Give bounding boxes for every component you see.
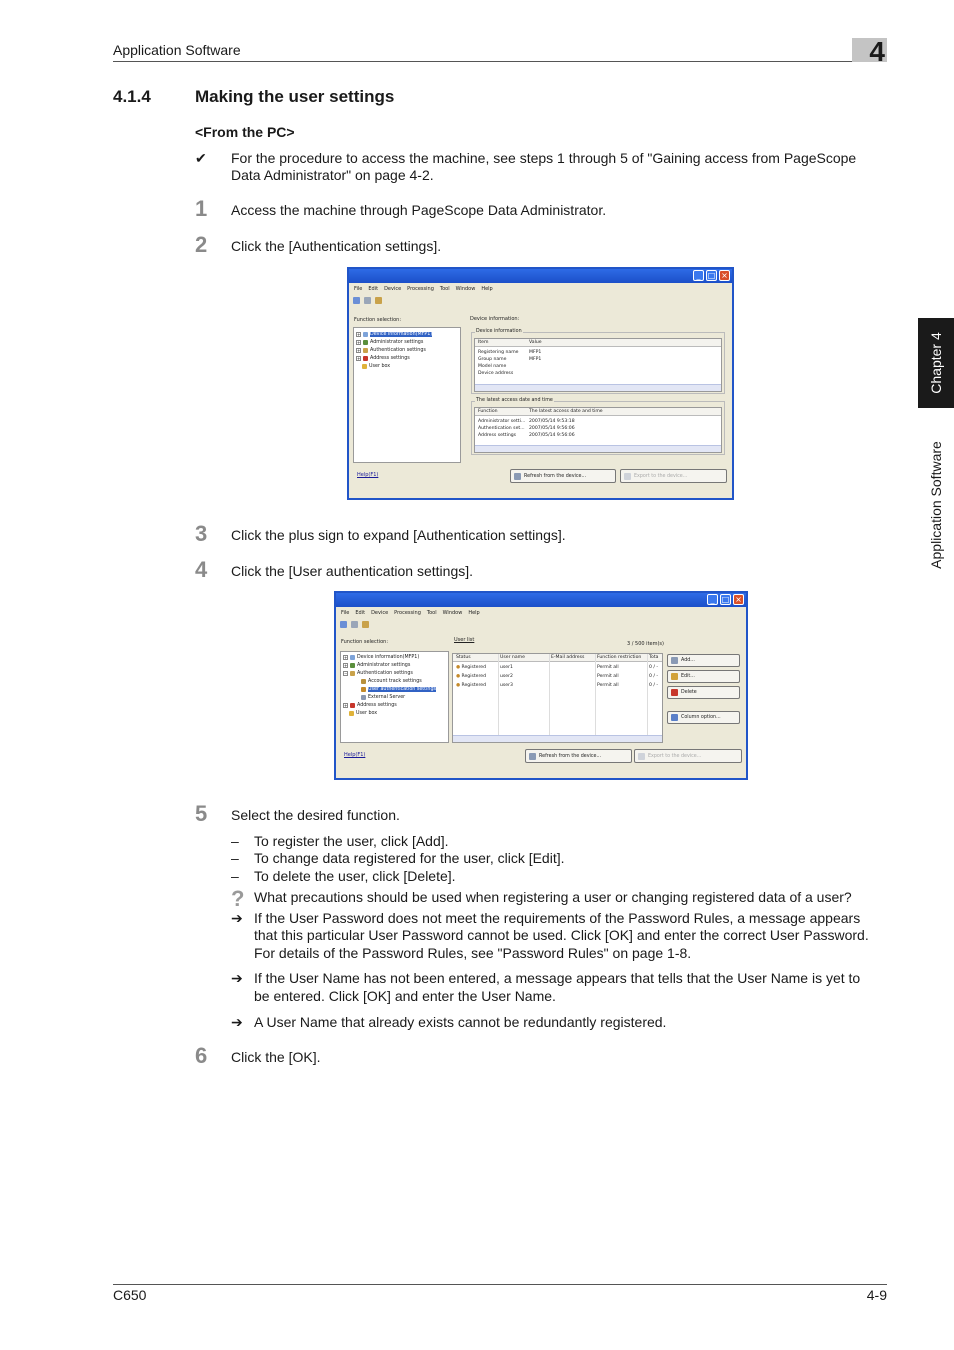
menu-item: Device bbox=[384, 285, 402, 292]
device-info-table: Item Value Registering name MFP1 Group name MFP1 Model name Device address bbox=[474, 338, 722, 392]
running-header: Application Software bbox=[113, 42, 241, 58]
plus-icon: + bbox=[357, 340, 361, 345]
tools-icon bbox=[362, 621, 369, 628]
horizontal-scrollbar bbox=[475, 384, 721, 391]
access-date-table: Function The latest access date and time Administrator setti... 2007/05/14 9:53:18 Authentication set... 2007/05/14 9:56:06 Address settings 2007/05/14 9:56:06 bbox=[474, 407, 722, 453]
chapter-number: 4 bbox=[869, 36, 885, 67]
check-mark-icon: ✔ bbox=[195, 150, 207, 166]
plus-icon: + bbox=[357, 356, 361, 361]
export-icon bbox=[638, 753, 645, 760]
tree-item: User box bbox=[349, 711, 377, 716]
arrow-icon: ➔ bbox=[231, 970, 243, 986]
footer-model: C650 bbox=[113, 1287, 147, 1303]
refresh-icon bbox=[514, 473, 521, 480]
plus-icon: + bbox=[344, 663, 348, 668]
menu-item: Edit bbox=[355, 609, 366, 616]
device-info-group: Device information Item Value Registering name MFP1 Group name MFP1 Model name Device address bbox=[471, 332, 725, 394]
arrow-icon: ➔ bbox=[231, 1014, 243, 1030]
tree-item: − Authentication settings bbox=[344, 671, 413, 676]
tree-item: + Administrator settings bbox=[344, 663, 411, 668]
user-list-label: User list bbox=[454, 637, 475, 643]
step-number: 2 bbox=[195, 232, 208, 257]
user-row-status: ● Registered bbox=[456, 683, 487, 688]
step-text: Click the [Authentication settings]. bbox=[231, 238, 442, 254]
answer-line: that this particular User Password cannot be used. Click [OK] and enter the correct User Password. bbox=[254, 927, 869, 943]
auth-icon bbox=[350, 671, 355, 676]
user-row-status: ● Registered bbox=[456, 665, 487, 670]
sub-bullet-text: To delete the user, click [Delete]. bbox=[254, 868, 456, 884]
chapter-side-tab bbox=[918, 318, 954, 408]
help-link: Help(F1) bbox=[357, 472, 379, 478]
edit-icon bbox=[671, 673, 678, 680]
step-text: Click the [User authentication settings]. bbox=[231, 563, 474, 579]
sub-bullet-text: To change data registered for the user, click [Edit]. bbox=[254, 850, 565, 866]
tree-item: + Authentication settings bbox=[357, 348, 426, 353]
user-box-icon bbox=[362, 364, 367, 369]
section-title: Making the user settings bbox=[195, 87, 395, 106]
server-icon bbox=[361, 695, 366, 700]
export-to-device-button: Export to the device... bbox=[620, 469, 727, 483]
user-icon: ● bbox=[456, 683, 461, 688]
header-rule bbox=[113, 61, 887, 62]
function-tree bbox=[353, 327, 461, 463]
answer-line: For details of the Password Rules, see "Password Rules" on page 1-8. bbox=[254, 945, 692, 961]
section-number: 4.1.4 bbox=[113, 87, 151, 106]
section-side-label: Application Software bbox=[928, 441, 944, 569]
menu-item: Tool bbox=[439, 285, 450, 292]
device-info-label: Device information: bbox=[470, 316, 520, 322]
function-selection-label: Function selection: bbox=[341, 639, 389, 645]
account-track-icon bbox=[361, 679, 366, 684]
plus-icon: + bbox=[344, 703, 348, 708]
refresh-icon bbox=[529, 753, 536, 760]
menu-item: Edit bbox=[368, 285, 379, 292]
user-box-icon bbox=[349, 711, 354, 716]
function-selection-label: Function selection: bbox=[354, 317, 402, 323]
answer-line: If the User Password does not meet the requirements of the Password Rules, a message appears bbox=[254, 910, 861, 926]
minus-icon: − bbox=[344, 671, 348, 676]
question-mark-icon: ? bbox=[231, 886, 245, 911]
device-icon bbox=[340, 621, 347, 628]
screenshot-user-list bbox=[334, 591, 748, 780]
menu-item: Processing bbox=[407, 285, 434, 292]
step-number: 6 bbox=[195, 1043, 208, 1068]
step-text: Select the desired function. bbox=[231, 807, 400, 823]
address-icon bbox=[350, 703, 355, 708]
tree-item: User box bbox=[362, 364, 390, 369]
refresh-from-device-button: Refresh from the device... bbox=[510, 469, 616, 483]
auth-icon bbox=[363, 348, 368, 353]
user-icon: ● bbox=[456, 674, 461, 679]
device-icon bbox=[350, 655, 355, 660]
user-auth-icon bbox=[361, 687, 366, 692]
export-to-device-button: Export to the device... bbox=[634, 749, 742, 763]
item-count: 3 / 500 item(s) bbox=[627, 641, 664, 647]
toolbar bbox=[349, 294, 732, 306]
device-icon bbox=[363, 332, 368, 337]
tree-item: External Server bbox=[361, 695, 405, 700]
help-link: Help(F1) bbox=[344, 752, 366, 758]
close-icon: × bbox=[719, 270, 730, 281]
step-text: Click the plus sign to expand [Authentication settings]. bbox=[231, 527, 566, 543]
section-side-tab bbox=[918, 420, 954, 590]
device-icon bbox=[353, 297, 360, 304]
export-icon bbox=[624, 473, 631, 480]
step-text: Click the [OK]. bbox=[231, 1049, 321, 1065]
connect-icon bbox=[351, 621, 358, 628]
question-text: What precautions should be used when registering a user or changing registered data of a user? bbox=[254, 889, 852, 905]
page-number: 4-9 bbox=[866, 1287, 887, 1303]
chapter-side-label: Chapter 4 bbox=[928, 332, 944, 394]
answer-line: A User Name that already exists cannot be redundantly registered. bbox=[254, 1014, 667, 1030]
prereq-line-1: For the procedure to access the machine, see steps 1 through 5 of "Gaining access from PageScope bbox=[231, 150, 857, 166]
columns-icon bbox=[671, 714, 678, 721]
tree-item: Account track settings bbox=[361, 679, 422, 684]
prereq-line-2: Data Administrator" on page 4-2. bbox=[231, 167, 434, 183]
answer-line: be entered. Click [OK] and enter the User Name. bbox=[254, 988, 556, 1004]
edit-button: Edit... bbox=[667, 670, 740, 683]
tree-item: + Device information(MFP1) bbox=[344, 655, 420, 660]
step-text: Access the machine through PageScope Data Administrator. bbox=[231, 202, 607, 218]
step-number: 1 bbox=[195, 196, 208, 221]
menu-bar bbox=[336, 607, 746, 618]
user-icon: ● bbox=[456, 665, 461, 670]
minimize-icon: _ bbox=[693, 270, 704, 281]
menu-bar bbox=[349, 283, 732, 294]
tree-item: + Device information(MFP1) bbox=[357, 332, 433, 337]
address-icon bbox=[363, 356, 368, 361]
tools-icon bbox=[375, 297, 382, 304]
arrow-icon: ➔ bbox=[231, 910, 243, 926]
menu-item: Tool bbox=[426, 609, 437, 616]
dash-bullet: – bbox=[231, 833, 239, 849]
horizontal-scrollbar bbox=[475, 445, 721, 452]
delete-icon bbox=[671, 689, 678, 696]
window-titlebar bbox=[349, 269, 732, 283]
subheading: <From the PC> bbox=[195, 124, 295, 140]
user-table: Status User name E-Mail address Function restriction Tota ● Registered user1 Permit all 0 / - ● Registered user2 Permit all 0 / - ● Registered user3 Permit all 0 / - bbox=[452, 653, 663, 743]
footer-rule bbox=[113, 1284, 887, 1285]
admin-icon bbox=[363, 340, 368, 345]
plus-icon: + bbox=[357, 332, 361, 337]
plus-icon: + bbox=[357, 348, 361, 353]
menu-item: Device bbox=[371, 609, 389, 616]
menu-item: Help bbox=[481, 285, 493, 292]
toolbar bbox=[336, 618, 746, 630]
maximize-icon: □ bbox=[707, 271, 716, 280]
column-option-button: Column option... bbox=[667, 711, 740, 724]
add-icon bbox=[671, 657, 678, 664]
menu-item: File bbox=[354, 285, 363, 292]
menu-item: Window bbox=[442, 609, 463, 616]
horizontal-scrollbar bbox=[453, 735, 662, 742]
menu-item: Window bbox=[455, 285, 476, 292]
tree-item: + Administrator settings bbox=[357, 340, 424, 345]
refresh-from-device-button: Refresh from the device... bbox=[525, 749, 632, 763]
menu-item: Processing bbox=[394, 609, 421, 616]
maximize-icon: □ bbox=[721, 595, 730, 604]
step-number: 3 bbox=[195, 521, 208, 546]
tree-item: + Address settings bbox=[344, 703, 397, 708]
dash-bullet: – bbox=[231, 850, 239, 866]
connect-icon bbox=[364, 297, 371, 304]
function-tree bbox=[340, 651, 449, 743]
access-date-group: The latest access date and time Function The latest access date and time Administrator setti... 2007/05/14 9:53:18 Authentication set... 2007/05/14 9:56:06 Address settings 2007/05/14 9:56:06 bbox=[471, 401, 725, 455]
user-row-status: ● Registered bbox=[456, 674, 487, 679]
delete-button: Delete bbox=[667, 686, 740, 699]
minimize-icon: _ bbox=[707, 594, 718, 605]
close-icon: × bbox=[733, 594, 744, 605]
tree-item: User authentication settings bbox=[361, 687, 436, 692]
step-number: 5 bbox=[195, 801, 208, 826]
add-button: Add... bbox=[667, 654, 740, 667]
screenshot-device-information bbox=[347, 267, 734, 500]
dash-bullet: – bbox=[231, 868, 239, 884]
menu-item: File bbox=[341, 609, 350, 616]
sub-bullet-text: To register the user, click [Add]. bbox=[254, 833, 449, 849]
tree-item: + Address settings bbox=[357, 356, 410, 361]
answer-line: If the User Name has not been entered, a message appears that tells that the User Name is yet to bbox=[254, 970, 861, 986]
step-number: 4 bbox=[195, 557, 208, 582]
admin-icon bbox=[350, 663, 355, 668]
menu-item: Help bbox=[468, 609, 480, 616]
plus-icon: + bbox=[344, 655, 348, 660]
window-titlebar bbox=[336, 593, 746, 607]
